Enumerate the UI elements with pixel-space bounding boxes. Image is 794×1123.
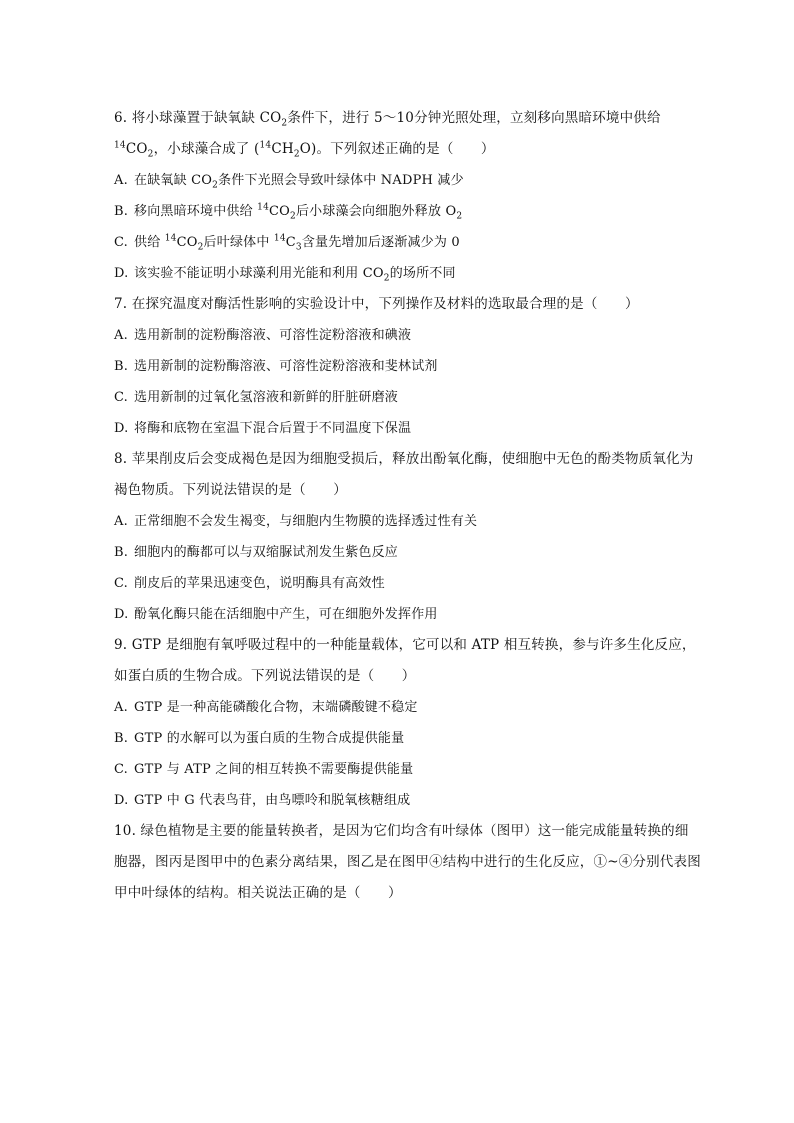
question-7-stem: 7. 在探究温度对酶活性影响的实验设计中，下列操作及材料的选取最合理的是（ ） <box>114 296 639 312</box>
question-list <box>114 103 702 909</box>
question-8-stem: 8. 苹果削皮后会变成褐色是因为细胞受损后，释放出酚氧化酶，使细胞中无色的酚类物质氧化为褐色物质。下列说法错误的是（ ） <box>114 451 694 498</box>
question-8 <box>114 444 702 630</box>
question-6 <box>114 103 702 289</box>
question-9-option-d: D. GTP 中 G 代表鸟苷，由鸟嘌呤和脱氧核糖组成 <box>114 793 411 808</box>
question-8-option-a: A. 正常细胞不会发生褐变，与细胞内生物膜的选择透过性有关 <box>114 514 478 529</box>
question-8-option-c: C. 削皮后的苹果迅速变色，说明酶具有高效性 <box>114 576 385 591</box>
question-7-option-d: D. 将酶和底物在室温下混合后置于不同温度下保温 <box>114 421 412 436</box>
question-7-option-a: A. 选用新制的淀粉酶溶液、可溶性淀粉溶液和碘液 <box>114 328 412 343</box>
question-8-option-d: D. 酚氧化酶只能在活细胞中产生，可在细胞外发挥作用 <box>114 607 438 622</box>
question-9-option-a: A. GTP 是一种高能磷酸化合物，末端磷酸键不稳定 <box>114 700 418 715</box>
question-9-stem: 9. GTP 是细胞有氧呼吸过程中的一种能量载体，它可以和 ATP 相互转换，参与许多生化反应，如蛋白质的生物合成。下列说法错误的是（ ） <box>114 637 696 684</box>
question-7-option-b: B. 选用新制的淀粉酶溶液、可溶性淀粉溶液和斐林试剂 <box>114 359 438 374</box>
question-6-option-d: D. 该实验不能证明小球藻利用光能和利用 $CO_2$的场所不同 <box>114 266 456 284</box>
question-10 <box>114 816 702 909</box>
question-9-option-c: C. GTP 与 ATP 之间的相互转换不需要酶提供能量 <box>114 762 414 777</box>
question-6-stem: 6. 将小球藻置于缺氧缺 $CO_2$条件下，进行 5～10分钟光照处理，立刻移向黑暗环境中供给 $^{14}CO_2$，小球藻合成了 $(^{14}CH_2O)$。下列叙述正确的是（ ） <box>114 110 661 160</box>
question-9-option-b: B. GTP 的水解可以为蛋白质的生物合成提供能量 <box>114 731 405 746</box>
question-6-option-c: C. 供给 $^{14}CO_2$后叶绿体中 $^{14}C_3$含量先增加后逐渐减少为 0 <box>114 233 460 253</box>
question-9 <box>114 630 702 816</box>
question-6-option-a: A. 在缺氧缺 $CO_2$条件下光照会导致叶绿体中 NADPH 减少 <box>114 173 464 191</box>
question-6-option-b: B. 移向黑暗环境中供给 $^{14}CO_2$后小球藻会向细胞外释放 $O_2$ <box>114 202 463 222</box>
question-10-stem: 10. 绿色植物是主要的能量转换者，是因为它们均含有叶绿体（图甲）这一能完成能量转换的细胞器，图丙是图甲中的色素分离结果，图乙是在图甲④结构中进行的生化反应，①~④分别代表图甲中叶绿体的结构。相关说法正确的是（ ） <box>114 823 701 901</box>
question-7-option-c: C. 选用新制的过氧化氢溶液和新鲜的肝脏研磨液 <box>114 390 399 405</box>
question-7 <box>114 289 702 444</box>
question-8-option-b: B. 细胞内的酶都可以与双缩脲试剂发生紫色反应 <box>114 545 399 560</box>
